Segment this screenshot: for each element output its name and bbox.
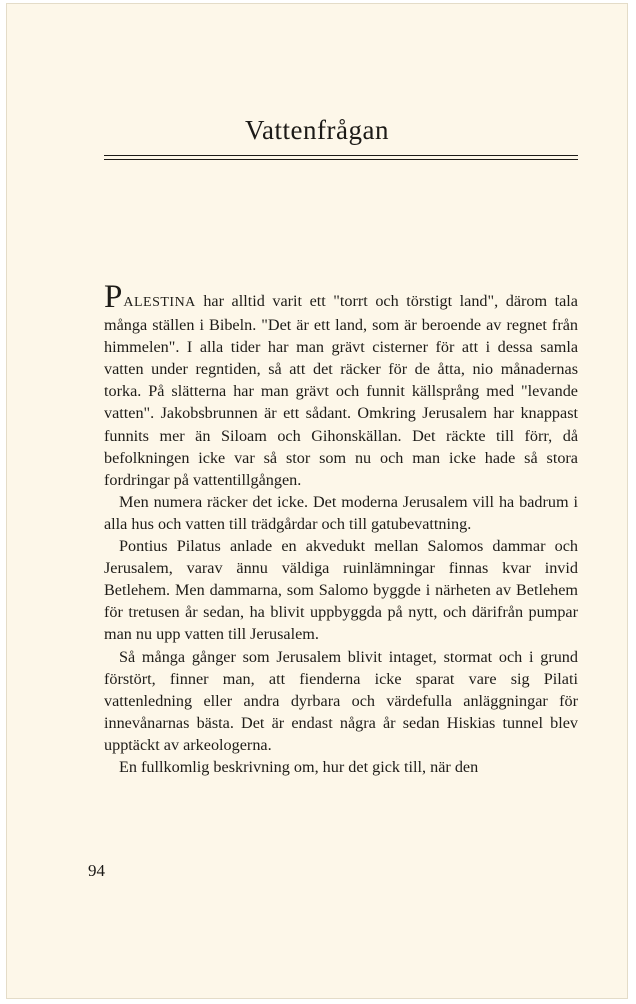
paragraph-3: Pontius Pilatus anlade en akvedukt mellan Salomos dammar och Jerusalem, varav ännu väldiga ruinlämningar finnas kvar invid Betlehem. Men dammarna, som Salomo byggde i närheten av Betlehem för tretusen år sedan, ha blivit uppbyggda på nytt, och därifrån pumpar man nu upp vatten till Jerusalem. — [104, 537, 578, 644]
chapter-title: Vattenfrågan — [245, 115, 389, 145]
paragraph-1 — [104, 279, 578, 491]
page-number: 94 — [88, 861, 105, 880]
title-rule-bottom — [104, 159, 578, 160]
paragraph-2: Men numera räcker det icke. Det moderna Jerusalem vill ha badrum i alla hus och vatten till trädgårdar och till gatubevattning. — [104, 492, 578, 533]
book-page — [6, 3, 628, 999]
lead-word: ALESTINA — [123, 295, 196, 310]
body-text — [104, 279, 578, 778]
paragraph-1-text: har alltid varit ett "torrt och törstigt land", därom tala många ställen i Bibeln. "Det är ett land, som är beroende av regnet från himmelen". I alla tider har man grävt cisterner för att i dessa samla vatten under regntiden, så att det räcker för de åtta, nio månadernas torka. På slätterna har man grävt och funnit källsprång med "levande vatten". Jakobsbrunnen är ett sådant. Omkring Jerusalem har knappast funnits mer än Siloam och Gihonskällan. Det räckte till förr, då befolkningen icke var så stor som nu och man icke hade så stora fordringar på vattentillgången. — [104, 292, 578, 489]
drop-cap: P — [104, 279, 123, 315]
paragraph-5: En fullkomlig beskrivning om, hur det gick till, när den — [119, 757, 479, 776]
title-rule-top — [104, 155, 578, 156]
paragraph-4: Så många gånger som Jerusalem blivit intaget, stormat och i grund förstört, finner man, att fienderna icke sparat vare sig Pilati vattenledning eller andra dyrbara och värdefulla anläggningar för innevånarnas bästa. Det är endast några år sedan Hiskias tunnel blev upptäckt av arkeologerna. — [104, 647, 578, 754]
